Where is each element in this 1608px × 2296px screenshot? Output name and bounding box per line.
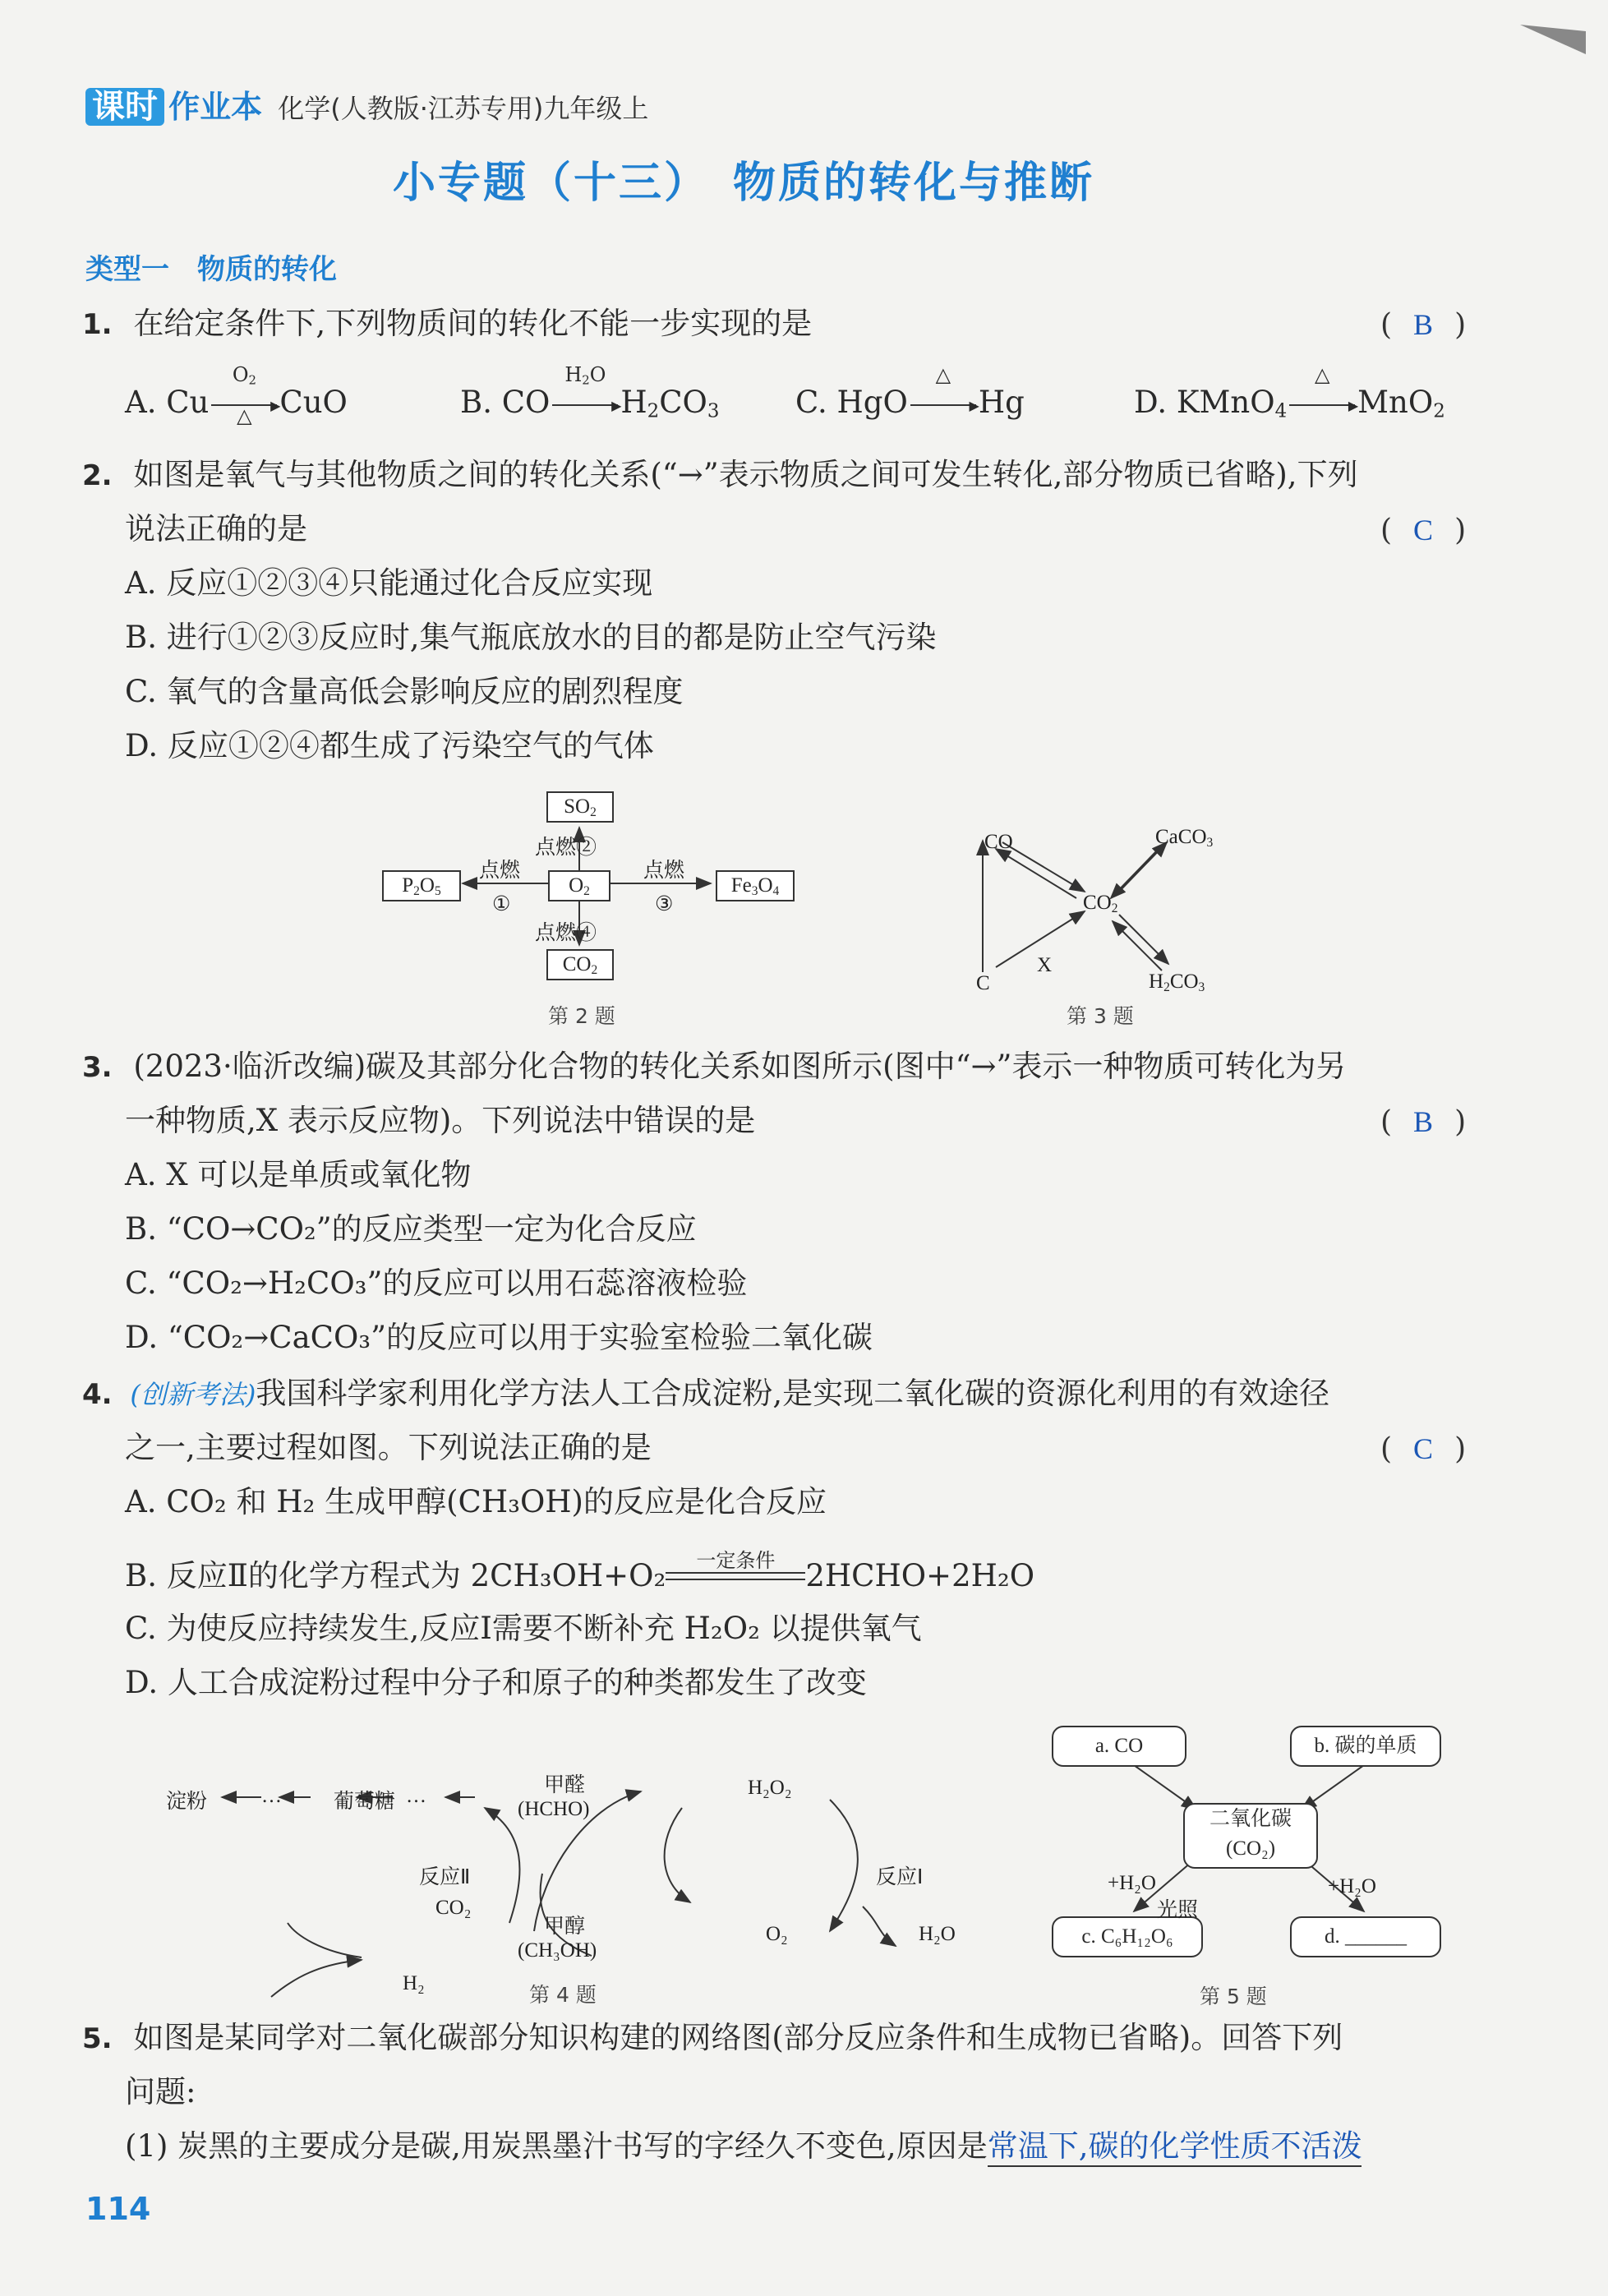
fig2-co2: $CO_2$ xyxy=(546,949,614,980)
question-3-answer: B xyxy=(1413,1105,1434,1138)
fig2-num-1: ① xyxy=(492,893,511,915)
q1-option-a: A. Cu $O_2$ ▶ △ CuO xyxy=(125,363,348,427)
question-4-stem-line2: 之一,主要过程如图。下列说法正确的是 xyxy=(125,1430,652,1465)
question-3 xyxy=(82,1049,1346,1085)
fig5-light: 光照 xyxy=(1157,1899,1199,1921)
fig2-cond-2: 点燃② xyxy=(535,837,597,859)
figure-3 xyxy=(961,809,1241,1031)
fig4-starch: 淀粉 xyxy=(166,1791,208,1813)
fig4-meoh-name: 甲醇 xyxy=(544,1916,586,1938)
question-5-number: 5. xyxy=(82,2022,113,2055)
fig4-reaction-1: 反应Ⅰ xyxy=(876,1866,924,1888)
q2-option-a: A. 反应①②③④只能通过化合反应实现 xyxy=(125,565,653,601)
section-heading-1: 类型一 物质的转化 xyxy=(85,253,337,286)
question-1-number: 1. xyxy=(82,308,113,341)
q1-option-b: B. CO $H_2O$ ▶ $H_2CO_3$ xyxy=(460,363,720,422)
question-5-sub-1 xyxy=(125,2128,1362,2165)
fig4-h2: H₂ xyxy=(403,1972,425,1994)
question-3-stem-line1: (2023·临沂改编)碳及其部分化合物的转化关系如图所示(图中“→”表示一种物质可转化为另 xyxy=(133,1049,1347,1084)
question-5-stem-line1: 如图是某同学对二氧化碳部分知识构建的网络图(部分反应条件和生成物已省略)。回答下列 xyxy=(133,2020,1343,2055)
question-1-answer-box: ( B ) xyxy=(1380,308,1467,342)
fig3-h2co3: $H_2CO_3$ xyxy=(1149,970,1205,994)
fig4-h2o: H₂O xyxy=(919,1923,956,1945)
fig5-box-a: a. CO xyxy=(1052,1726,1186,1767)
figure-5 xyxy=(1044,1717,1454,2013)
fig2-so2: $SO_2$ xyxy=(546,791,614,823)
question-5-stem-line2: 问题: xyxy=(125,2074,196,2109)
fig3-caption: 第 3 题 xyxy=(1067,1004,1134,1028)
question-4-number: 4. xyxy=(82,1378,113,1411)
fig4-hcho-formula: (HCHO) xyxy=(518,1798,590,1820)
question-1-answer: B xyxy=(1413,308,1434,341)
question-1 xyxy=(82,306,812,342)
question-2-stem-line2: 说法正确的是 xyxy=(125,511,307,546)
question-4-stem-line1: 我国科学家利用化学方法人工合成淀粉,是实现二氧化碳的资源化利用的有效途径 xyxy=(256,1376,1330,1411)
question-5-sub-1-text: (1) 炭黑的主要成分是碳,用炭黑墨汁书写的字经久不变色,原因是 xyxy=(125,2128,988,2164)
q2-option-d: D. 反应①②④都生成了污染空气的气体 xyxy=(125,728,654,763)
q3-option-c: C. “CO₂→H₂CO₃”的反应可以用石蕊溶液检验 xyxy=(125,1266,748,1301)
question-4-tag: (创新考法) xyxy=(130,1379,256,1410)
header-subject: 化学(人教版·江苏专用)九年级上 xyxy=(278,93,649,124)
question-3-number: 3. xyxy=(82,1051,113,1084)
fig5-box-center: 二氧化碳 (CO₂) xyxy=(1183,1803,1318,1869)
question-4-answer-box: ( C ) xyxy=(1380,1432,1467,1466)
fig5-box-d: d. ______ xyxy=(1290,1916,1441,1957)
page-title: 小专题（十三） 物质的转化与推断 xyxy=(393,159,1095,208)
q3-option-b: B. “CO→CO₂”的反应类型一定为化合反应 xyxy=(125,1211,697,1247)
question-4-answer: C xyxy=(1413,1432,1434,1465)
q2-option-c: C. 氧气的含量高低会影响反应的剧烈程度 xyxy=(125,674,684,709)
question-5 xyxy=(82,2020,1343,2056)
fig3-c: C xyxy=(976,972,990,994)
fig2-caption: 第 2 题 xyxy=(548,1004,615,1028)
fig4-co2: CO₂ xyxy=(435,1897,472,1919)
fig4-dots-1: … xyxy=(261,1785,282,1807)
page-curl-icon xyxy=(1520,23,1586,56)
fig2-cond-4: 点燃④ xyxy=(535,922,597,944)
fig4-glucose: 葡萄糖 xyxy=(334,1791,396,1813)
fig3-co2: $CO_2$ xyxy=(1083,892,1118,915)
q1-option-d: D. KMnO$_4$ △ ▶ MnO$_2$ xyxy=(1134,363,1445,422)
header-book-title: 作业本 xyxy=(168,89,263,125)
q4-option-b: B. 反应Ⅱ的化学方程式为 2CH₃OH+O₂ 一定条件 2HCHO+2H₂O xyxy=(125,1548,1035,1593)
fig4-meoh-formula: (CH₃OH) xyxy=(518,1939,597,1962)
question-3-stem-line2: 一种物质,X 表示反应物)。下列说法中错误的是 xyxy=(125,1103,756,1138)
fig2-o2: $O_2$ xyxy=(548,870,610,901)
fig4-o2: O₂ xyxy=(766,1923,788,1945)
fig5-box-b: b. 碳的单质 xyxy=(1290,1726,1441,1767)
question-1-stem: 在给定条件下,下列物质间的转化不能一步实现的是 xyxy=(133,306,813,341)
fig5-caption: 第 5 题 xyxy=(1200,1985,1267,2008)
fig4-h2o2: H₂O₂ xyxy=(748,1777,792,1799)
fig5-h2o-left: +H₂O xyxy=(1108,1872,1156,1894)
fig4-caption: 第 4 题 xyxy=(529,1983,597,2007)
fig2-cond-1: 点燃 xyxy=(479,860,521,882)
fig3-co: CO xyxy=(984,831,1013,853)
fig3-x: X xyxy=(1037,954,1053,976)
question-2-number: 2. xyxy=(82,459,113,492)
fig2-p2o5: $P_2O_5$ xyxy=(382,870,461,901)
fig5-box-c: c. C₆H₁₂O₆ xyxy=(1052,1916,1203,1957)
fig2-num-3: ③ xyxy=(655,893,674,915)
figure-4 xyxy=(156,1759,994,2005)
question-4 xyxy=(82,1376,1329,1412)
question-2-answer: C xyxy=(1413,514,1434,546)
fig2-cond-3: 点燃 xyxy=(643,860,685,882)
q4-option-a: A. CO₂ 和 H₂ 生成甲醇(CH₃OH)的反应是化合反应 xyxy=(125,1484,827,1519)
question-3-answer-box: ( B ) xyxy=(1380,1105,1467,1139)
question-2-answer-box: ( C ) xyxy=(1380,514,1467,547)
header-logo: 课时 xyxy=(85,88,164,126)
page-number: 114 xyxy=(85,2191,151,2227)
q3-option-a: A. X 可以是单质或氧化物 xyxy=(125,1157,472,1192)
fig3-caco3: CaCO$_3$ xyxy=(1155,826,1214,850)
question-5-sub-1-answer: 常温下,碳的化学性质不活泼 xyxy=(988,2128,1362,2167)
q2-option-b: B. 进行①②③反应时,集气瓶底放水的目的都是防止空气污染 xyxy=(125,620,937,655)
header xyxy=(85,81,648,127)
fig4-dots-2: … xyxy=(406,1785,426,1807)
q4-option-c: C. 为使反应持续发生,反应Ⅰ需要不断补充 H₂O₂ 以提供氧气 xyxy=(125,1611,922,1646)
q4-option-d: D. 人工合成淀粉过程中分子和原子的种类都发生了改变 xyxy=(125,1665,867,1700)
question-2-stem-line1: 如图是氧气与其他物质之间的转化关系(“→”表示物质之间可发生转化,部分物质已省略),下列 xyxy=(133,457,1358,492)
figure-2 xyxy=(374,785,801,1031)
fig5-h2o-right: +H₂O xyxy=(1328,1875,1376,1897)
fig4-hcho-name: 甲醛 xyxy=(544,1774,586,1796)
question-2 xyxy=(82,457,1358,493)
fig2-fe3o4: $Fe_3O_4$ xyxy=(716,870,795,901)
q3-option-d: D. “CO₂→CaCO₃”的反应可以用于实验室检验二氧化碳 xyxy=(125,1320,873,1355)
q1-option-c: C. HgO △ ▶ Hg xyxy=(795,363,1025,420)
fig4-reaction-2: 反应Ⅱ xyxy=(419,1866,471,1888)
